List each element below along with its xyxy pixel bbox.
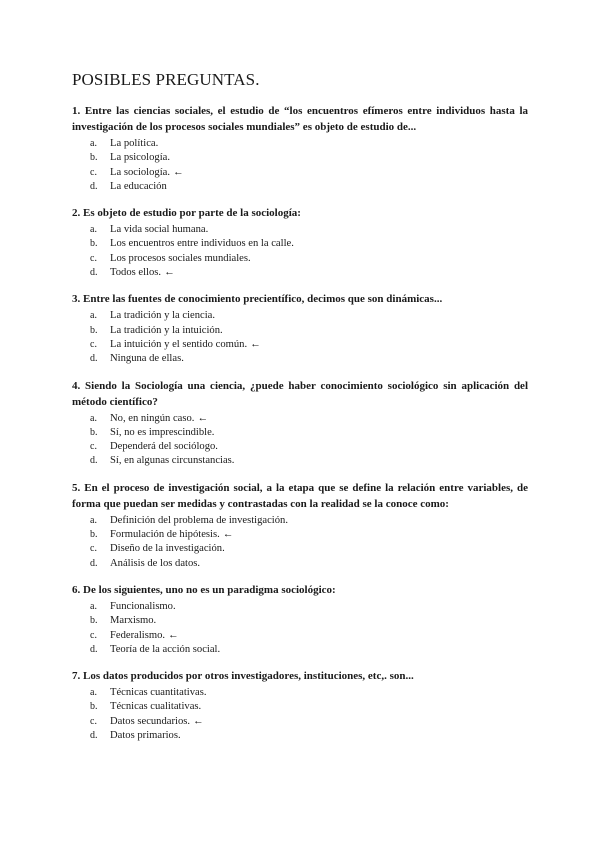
- answer-option: [90, 426, 528, 440]
- option-letter: a.: [90, 687, 97, 699]
- option-letter: d.: [90, 730, 98, 742]
- option-text: La sociología.: [110, 166, 171, 178]
- left-arrow-icon: ←: [222, 529, 234, 541]
- answer-option: [90, 223, 528, 237]
- option-letter: b.: [90, 426, 98, 438]
- option-letter: b.: [90, 701, 98, 713]
- question-3: [72, 291, 528, 366]
- option-text: La psicología.: [110, 152, 171, 164]
- option-letter: c.: [90, 629, 97, 641]
- question-6: [72, 582, 528, 657]
- answer-options: [72, 223, 528, 280]
- answer-option: [90, 514, 528, 528]
- page-title: POSIBLES PREGUNTAS.: [72, 70, 260, 89]
- option-letter: a.: [90, 310, 97, 322]
- option-text: Técnicas cualitativas.: [110, 701, 202, 713]
- option-text: Datos primarios.: [110, 730, 181, 742]
- option-text: Los procesos sociales mundiales.: [110, 252, 251, 264]
- option-text: No, en ningún caso.: [110, 412, 195, 424]
- option-letter: d.: [90, 557, 98, 569]
- option-text: La política.: [110, 138, 159, 149]
- option-text: La educación: [110, 180, 167, 192]
- option-text: Formulación de hipótesis.: [110, 529, 220, 541]
- question-4: [72, 378, 528, 469]
- answer-option: [90, 643, 528, 657]
- answer-options: [72, 309, 528, 366]
- question-text: 6. De los siguientes, uno no es un paradigma sociológico:: [72, 583, 336, 596]
- answer-option: [90, 542, 528, 556]
- answer-options: [72, 137, 528, 194]
- left-arrow-icon: ←: [168, 629, 179, 641]
- option-letter: a.: [90, 138, 97, 149]
- option-letter: d.: [90, 455, 98, 467]
- question-5: [72, 480, 528, 571]
- answer-options: [72, 600, 528, 657]
- option-letter: c.: [90, 166, 97, 178]
- option-text: Ninguna de ellas.: [110, 353, 184, 365]
- left-arrow-icon: ←: [173, 166, 184, 178]
- answer-option: [90, 252, 528, 266]
- option-letter: d.: [90, 643, 98, 655]
- answer-option: [90, 137, 528, 151]
- answer-option: [90, 715, 528, 729]
- answer-option: [90, 600, 528, 614]
- option-text: Técnicas cuantitativas.: [110, 687, 207, 699]
- answer-option: [90, 729, 528, 743]
- question-text: 3. Entre las fuentes de conocimiento precientífico, decimos que son dinámicas...: [72, 293, 443, 306]
- question-text: 7. Los datos producidos por otros investigadores, instituciones, etc,. son...: [72, 670, 414, 683]
- option-letter: d.: [90, 267, 98, 279]
- option-letter: b.: [90, 238, 98, 250]
- option-letter: a.: [90, 412, 97, 424]
- left-arrow-icon: ←: [164, 267, 175, 279]
- option-text: Teoría de la acción social.: [110, 643, 221, 655]
- answer-option: [90, 237, 528, 251]
- answer-option: [90, 454, 528, 468]
- answer-options: [72, 514, 528, 571]
- answer-option: [90, 700, 528, 714]
- option-letter: d.: [90, 180, 98, 192]
- option-letter: b.: [90, 324, 98, 336]
- answer-options: [72, 686, 528, 743]
- question-2: [72, 205, 528, 280]
- answer-option: [90, 324, 528, 338]
- option-text: La tradición y la ciencia.: [110, 310, 216, 322]
- answer-options: [72, 412, 528, 469]
- option-text: Funcionalismo.: [110, 600, 176, 612]
- option-letter: a.: [90, 514, 97, 526]
- answer-option: [90, 614, 528, 628]
- option-letter: d.: [90, 353, 98, 365]
- option-letter: c.: [90, 252, 97, 264]
- question-text: 2. Es objeto de estudio por parte de la sociología:: [72, 207, 301, 220]
- option-text: Definición del problema de investigación.: [110, 514, 288, 526]
- option-text: Los encuentros entre individuos en la calle.: [110, 238, 294, 250]
- answer-option: [90, 629, 528, 643]
- answer-option: [90, 309, 528, 323]
- option-text: La vida social humana.: [110, 224, 209, 236]
- left-arrow-icon: ←: [250, 338, 261, 350]
- answer-option: [90, 266, 528, 280]
- option-letter: b.: [90, 529, 98, 541]
- answer-option: [90, 528, 528, 542]
- option-letter: c.: [90, 715, 97, 727]
- answer-option: [90, 352, 528, 366]
- left-arrow-icon: ←: [193, 715, 204, 727]
- answer-option: [90, 412, 528, 426]
- option-letter: a.: [90, 600, 97, 612]
- option-letter: b.: [90, 152, 98, 164]
- answer-option: [90, 557, 528, 571]
- option-text: Sí, no es imprescindible.: [110, 426, 215, 438]
- option-letter: c.: [90, 543, 97, 555]
- question-1: [72, 103, 528, 194]
- question-text: 1. Entre las ciencias sociales, el estudio de “los encuentros efímeros entre individuos hasta la investigación de los procesos sociales mundiales” es objeto de estudio de...: [72, 105, 528, 133]
- option-text: Datos secundarios.: [110, 715, 191, 727]
- left-arrow-icon: ←: [197, 412, 209, 424]
- answer-option: [90, 180, 528, 194]
- question-text: 4. Siendo la Sociología una ciencia, ¿puede haber conocimiento sociológico sin aplicación del método científico?: [72, 379, 528, 408]
- option-text: La intuición y el sentido común.: [110, 338, 248, 350]
- question-text: 5. En el proceso de investigación social, a la etapa que se define la relación entre variables, de forma que puedan ser medidas y contrastadas con la realidad se la conoce como:: [72, 481, 528, 510]
- option-text: La tradición y la intuición.: [110, 324, 223, 336]
- question-7: [72, 668, 528, 743]
- answer-option: [90, 166, 528, 180]
- option-letter: b.: [90, 615, 98, 627]
- answer-option: [90, 440, 528, 454]
- option-text: Marxismo.: [110, 615, 157, 627]
- answer-option: [90, 151, 528, 165]
- option-text: Sí, en algunas circunstancias.: [110, 455, 235, 467]
- answer-option: [90, 686, 528, 700]
- option-text: Dependerá del sociólogo.: [110, 441, 218, 453]
- answer-option: [90, 338, 528, 352]
- option-letter: a.: [90, 224, 97, 236]
- option-text: Diseño de la investigación.: [110, 543, 225, 555]
- option-text: Federalismo.: [110, 629, 166, 641]
- option-text: Análisis de los datos.: [110, 557, 201, 569]
- question-list: [72, 103, 528, 743]
- option-letter: c.: [90, 338, 97, 350]
- option-letter: c.: [90, 441, 97, 453]
- option-text: Todos ellos.: [110, 267, 162, 279]
